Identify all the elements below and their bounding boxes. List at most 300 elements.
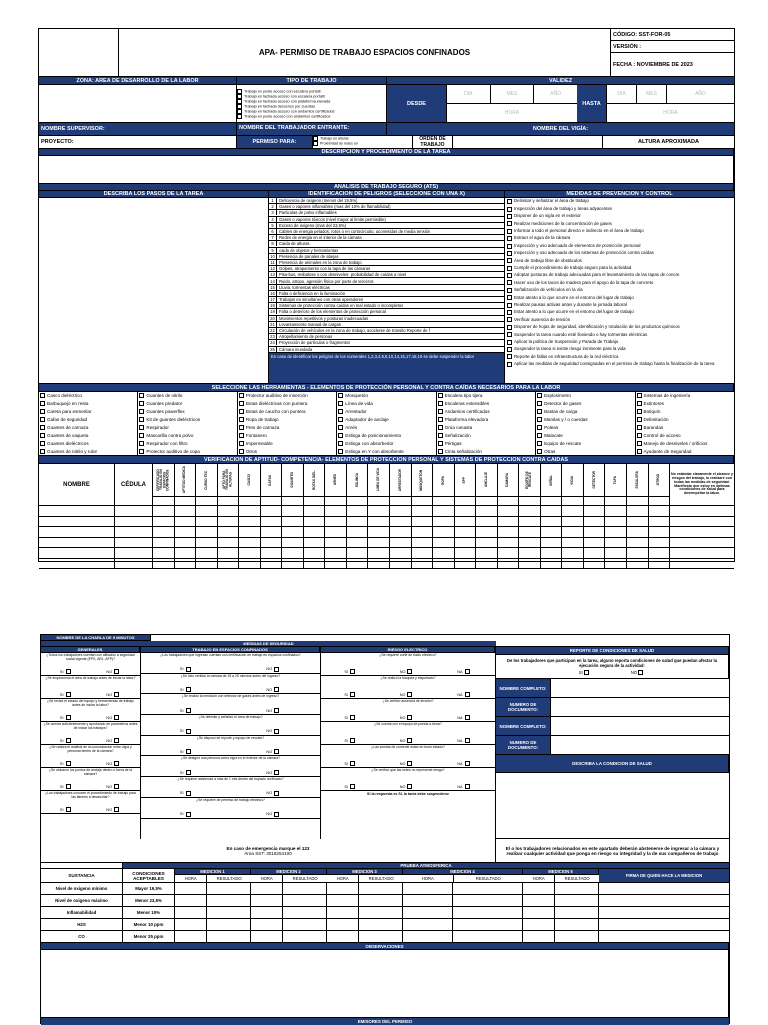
verif-check-cell[interactable]: [649, 559, 671, 570]
resultado-input[interactable]: [453, 931, 523, 943]
verif-check-cell[interactable]: [282, 538, 304, 549]
checkbox[interactable]: [350, 738, 355, 743]
tool-option[interactable]: [438, 439, 535, 447]
si-option[interactable]: SI: [60, 715, 73, 720]
tool-option[interactable]: [239, 439, 336, 447]
verif-check-cell[interactable]: [304, 559, 326, 570]
verif-check-cell[interactable]: [261, 538, 283, 549]
checkbox[interactable]: [40, 425, 45, 430]
verif-check-cell[interactable]: [304, 548, 326, 559]
firma-input[interactable]: [599, 883, 729, 895]
checkbox[interactable]: [507, 288, 512, 293]
measure-row[interactable]: [507, 272, 734, 279]
verif-name-input[interactable]: [39, 538, 115, 549]
tool-option[interactable]: [537, 447, 634, 455]
resultado-input[interactable]: [555, 919, 599, 931]
verif-check-cell[interactable]: [605, 517, 627, 528]
verif-check-cell[interactable]: [498, 527, 520, 538]
checkbox[interactable]: [239, 417, 244, 422]
verif-firma-input[interactable]: [670, 548, 734, 559]
desde-hora[interactable]: HORA: [447, 104, 577, 123]
no-option[interactable]: NO: [106, 669, 121, 674]
tool-option[interactable]: [537, 439, 634, 447]
tipo-option[interactable]: Trabajo en fachada descenso por cuerdas: [237, 104, 315, 109]
verif-check-cell[interactable]: [282, 527, 304, 538]
verif-check-cell[interactable]: [605, 527, 627, 538]
verif-check-cell[interactable]: [239, 538, 261, 549]
tool-option[interactable]: [338, 424, 435, 432]
checkbox[interactable]: [507, 325, 512, 330]
checkbox[interactable]: [338, 409, 343, 414]
hora-input[interactable]: [327, 931, 359, 943]
checkbox[interactable]: [66, 761, 71, 766]
no-option[interactable]: NO: [400, 692, 415, 697]
verif-check-cell[interactable]: [153, 517, 175, 528]
verif-check-cell[interactable]: [498, 517, 520, 528]
hora-input[interactable]: [251, 931, 283, 943]
checkbox[interactable]: [40, 449, 45, 454]
no-option[interactable]: NO: [106, 692, 121, 697]
verif-check-cell[interactable]: [175, 548, 197, 559]
checkbox[interactable]: [507, 244, 512, 249]
verif-check-cell[interactable]: [433, 506, 455, 517]
checkbox[interactable]: [537, 441, 542, 446]
checkbox[interactable]: [114, 669, 119, 674]
checkbox[interactable]: [537, 417, 542, 422]
hora-input[interactable]: [175, 895, 207, 907]
si-option[interactable]: SI: [579, 670, 591, 675]
resultado-input[interactable]: [555, 931, 599, 943]
checkbox[interactable]: [438, 449, 443, 454]
verif-check-cell[interactable]: [261, 517, 283, 528]
hora-input[interactable]: [251, 907, 283, 919]
verif-check-cell[interactable]: [347, 506, 369, 517]
verif-check-cell[interactable]: [584, 538, 606, 549]
checkbox[interactable]: [507, 354, 512, 359]
checkbox[interactable]: [186, 812, 191, 817]
hasta-ano[interactable]: AÑO: [667, 85, 734, 104]
measure-row[interactable]: [507, 361, 734, 368]
verif-check-cell[interactable]: [541, 517, 563, 528]
checkbox[interactable]: [139, 417, 144, 422]
hora-input[interactable]: [523, 907, 555, 919]
verif-check-cell[interactable]: [196, 538, 218, 549]
tool-option[interactable]: [537, 400, 634, 408]
tool-option[interactable]: [239, 408, 336, 416]
resultado-input[interactable]: [453, 895, 523, 907]
checkbox[interactable]: [40, 441, 45, 446]
tool-option[interactable]: [438, 392, 535, 400]
hora-input[interactable]: [523, 883, 555, 895]
checkbox[interactable]: [438, 425, 443, 430]
checkbox[interactable]: [407, 692, 412, 697]
verif-check-cell[interactable]: [412, 506, 434, 517]
verif-check-cell[interactable]: [649, 548, 671, 559]
hora-input[interactable]: [523, 931, 555, 943]
verif-check-cell[interactable]: [325, 559, 347, 570]
verif-check-cell[interactable]: [584, 527, 606, 538]
verif-check-cell[interactable]: [153, 538, 175, 549]
resultado-input[interactable]: [283, 919, 327, 931]
verif-check-cell[interactable]: [304, 506, 326, 517]
firma-input[interactable]: [599, 895, 729, 907]
si-option[interactable]: SI: [344, 784, 357, 789]
checkbox[interactable]: [507, 295, 512, 300]
hora-input[interactable]: [175, 919, 207, 931]
checkbox[interactable]: [350, 761, 355, 766]
desc-input[interactable]: [39, 156, 734, 184]
si-option[interactable]: SI: [180, 770, 193, 775]
tool-option[interactable]: [139, 408, 236, 416]
tool-option[interactable]: [40, 431, 137, 439]
checkbox[interactable]: [507, 273, 512, 278]
checkbox[interactable]: [350, 669, 355, 674]
verif-check-cell[interactable]: [347, 517, 369, 528]
resultado-input[interactable]: [207, 919, 251, 931]
checkbox[interactable]: [186, 729, 191, 734]
measure-row[interactable]: [507, 279, 734, 286]
checkbox[interactable]: [139, 425, 144, 430]
measure-row[interactable]: [507, 205, 734, 212]
verif-check-cell[interactable]: [498, 559, 520, 570]
checkbox[interactable]: [507, 280, 512, 285]
tool-option[interactable]: [239, 424, 336, 432]
no-option[interactable]: NO: [106, 761, 121, 766]
tool-option[interactable]: [40, 400, 137, 408]
verif-firma-input[interactable]: [670, 559, 734, 570]
checkbox[interactable]: [465, 715, 470, 720]
measure-row[interactable]: [507, 235, 734, 242]
verif-check-cell[interactable]: [498, 548, 520, 559]
resultado-input[interactable]: [359, 895, 403, 907]
verif-check-cell[interactable]: [282, 559, 304, 570]
verif-check-cell[interactable]: [476, 548, 498, 559]
verif-cedula-input[interactable]: [115, 559, 153, 570]
verif-check-cell[interactable]: [433, 559, 455, 570]
checkbox[interactable]: [537, 401, 542, 406]
verif-check-cell[interactable]: [325, 527, 347, 538]
verif-check-cell[interactable]: [153, 548, 175, 559]
checkbox[interactable]: [637, 449, 642, 454]
checkbox[interactable]: [40, 433, 45, 438]
verif-check-cell[interactable]: [304, 517, 326, 528]
verif-check-cell[interactable]: [412, 527, 434, 538]
checkbox[interactable]: [274, 812, 279, 817]
checkbox[interactable]: [438, 417, 443, 422]
checkbox[interactable]: [186, 708, 191, 713]
verif-check-cell[interactable]: [175, 527, 197, 538]
verif-cedula-input[interactable]: [115, 548, 153, 559]
hora-input[interactable]: [175, 907, 207, 919]
tool-option[interactable]: [139, 400, 236, 408]
resultado-input[interactable]: [207, 931, 251, 943]
checkbox[interactable]: [638, 670, 643, 675]
tool-option[interactable]: [239, 392, 336, 400]
verif-check-cell[interactable]: [562, 548, 584, 559]
resultado-input[interactable]: [283, 931, 327, 943]
no-option[interactable]: NO: [106, 807, 121, 812]
verif-cedula-input[interactable]: [115, 506, 153, 517]
firma-input[interactable]: [599, 931, 729, 943]
tool-option[interactable]: [438, 424, 535, 432]
resultado-input[interactable]: [555, 883, 599, 895]
verif-check-cell[interactable]: [433, 538, 455, 549]
na-option[interactable]: NA: [457, 738, 471, 743]
checkbox[interactable]: [66, 738, 71, 743]
hora-input[interactable]: [523, 919, 555, 931]
measure-row[interactable]: [507, 353, 734, 360]
checkbox[interactable]: [66, 715, 71, 720]
checkbox[interactable]: [114, 807, 119, 812]
tool-option[interactable]: [139, 416, 236, 424]
no-option[interactable]: NO: [266, 749, 281, 754]
nombre_completo-input[interactable]: [551, 717, 729, 736]
tipo-option[interactable]: Trabajo en fachada acceso con plataforma elevada: [237, 99, 330, 104]
checkbox[interactable]: [438, 409, 443, 414]
measure-row[interactable]: [507, 338, 734, 345]
checkbox[interactable]: [637, 425, 642, 430]
verif-check-cell[interactable]: [239, 548, 261, 559]
checkbox[interactable]: [239, 441, 244, 446]
checkbox[interactable]: [139, 409, 144, 414]
tool-option[interactable]: [338, 447, 435, 455]
si-option[interactable]: SI: [60, 669, 73, 674]
verif-check-cell[interactable]: [390, 517, 412, 528]
verif-check-cell[interactable]: [562, 559, 584, 570]
resultado-input[interactable]: [359, 919, 403, 931]
checkbox[interactable]: [186, 749, 191, 754]
tool-option[interactable]: [537, 392, 634, 400]
tool-option[interactable]: [40, 439, 137, 447]
si-option[interactable]: SI: [180, 729, 193, 734]
checkbox[interactable]: [186, 687, 191, 692]
tool-option[interactable]: [139, 447, 236, 455]
hora-input[interactable]: [403, 895, 453, 907]
checkbox[interactable]: [438, 393, 443, 398]
tool-option[interactable]: [637, 392, 734, 400]
no-option[interactable]: NO: [266, 667, 281, 672]
hora-input[interactable]: [403, 883, 453, 895]
no-option[interactable]: NO: [266, 687, 281, 692]
verif-check-cell[interactable]: [455, 517, 477, 528]
resultado-input[interactable]: [359, 907, 403, 919]
checkbox[interactable]: [507, 251, 512, 256]
tipo-option[interactable]: Trabajo en poste acceso con andamios certificados: [237, 114, 330, 119]
checkbox[interactable]: [507, 266, 512, 271]
checkbox[interactable]: [237, 114, 242, 119]
no-option[interactable]: NO: [631, 670, 645, 675]
orden-input[interactable]: [453, 136, 603, 149]
checkbox[interactable]: [239, 433, 244, 438]
verif-check-cell[interactable]: [649, 506, 671, 517]
verif-check-cell[interactable]: [627, 527, 649, 538]
checkbox[interactable]: [350, 715, 355, 720]
tool-option[interactable]: [40, 392, 137, 400]
na-option[interactable]: NA: [457, 692, 471, 697]
tool-option[interactable]: [40, 408, 137, 416]
measure-row[interactable]: [507, 316, 734, 323]
tool-option[interactable]: [139, 424, 236, 432]
tool-option[interactable]: [537, 408, 634, 416]
verif-check-cell[interactable]: [476, 538, 498, 549]
checkbox[interactable]: [637, 417, 642, 422]
checkbox[interactable]: [40, 401, 45, 406]
checkbox[interactable]: [507, 310, 512, 315]
verif-check-cell[interactable]: [455, 559, 477, 570]
permiso-option[interactable]: Proximidad de redes en: [313, 141, 358, 146]
verif-check-cell[interactable]: [153, 559, 175, 570]
tool-option[interactable]: [338, 416, 435, 424]
tipo-option[interactable]: Trabajo en fachada acceso con andamios certificados: [237, 109, 335, 114]
checkbox[interactable]: [338, 401, 343, 406]
resultado-input[interactable]: [555, 907, 599, 919]
measure-row[interactable]: [507, 324, 734, 331]
verif-check-cell[interactable]: [476, 517, 498, 528]
no-option[interactable]: NO: [266, 812, 281, 817]
tool-option[interactable]: [637, 431, 734, 439]
tool-option[interactable]: [338, 400, 435, 408]
verif-check-cell[interactable]: [412, 517, 434, 528]
si-option[interactable]: SI: [60, 692, 73, 697]
checkbox[interactable]: [66, 807, 71, 812]
si-option[interactable]: SI: [344, 715, 357, 720]
verif-check-cell[interactable]: [627, 538, 649, 549]
verif-check-cell[interactable]: [390, 559, 412, 570]
checkbox[interactable]: [139, 449, 144, 454]
no-option[interactable]: NO: [400, 669, 415, 674]
checkbox[interactable]: [637, 393, 642, 398]
tool-option[interactable]: [438, 447, 535, 455]
verif-check-cell[interactable]: [627, 517, 649, 528]
verif-check-cell[interactable]: [433, 527, 455, 538]
si-option[interactable]: SI: [344, 669, 357, 674]
checkbox[interactable]: [507, 303, 512, 308]
verif-check-cell[interactable]: [519, 506, 541, 517]
tool-option[interactable]: [637, 400, 734, 408]
verif-check-cell[interactable]: [218, 548, 240, 559]
checkbox[interactable]: [338, 393, 343, 398]
checkbox[interactable]: [40, 417, 45, 422]
checkbox[interactable]: [114, 784, 119, 789]
firma-input[interactable]: [599, 907, 729, 919]
checkbox[interactable]: [350, 692, 355, 697]
checkbox[interactable]: [274, 667, 279, 672]
checkbox[interactable]: [438, 401, 443, 406]
checkbox[interactable]: [40, 393, 45, 398]
nombre_completo-input[interactable]: [551, 679, 729, 698]
verif-firma-input[interactable]: [670, 527, 734, 538]
checkbox[interactable]: [239, 409, 244, 414]
verif-check-cell[interactable]: [261, 506, 283, 517]
verif-check-cell[interactable]: [605, 538, 627, 549]
hora-input[interactable]: [403, 907, 453, 919]
checkbox[interactable]: [114, 738, 119, 743]
checkbox[interactable]: [139, 393, 144, 398]
verif-firma-input[interactable]: [670, 538, 734, 549]
checkbox[interactable]: [407, 784, 412, 789]
measure-row[interactable]: [507, 265, 734, 272]
verif-check-cell[interactable]: [325, 548, 347, 559]
tool-option[interactable]: [139, 431, 236, 439]
checkbox[interactable]: [313, 141, 318, 146]
tool-option[interactable]: [338, 392, 435, 400]
verif-check-cell[interactable]: [368, 548, 390, 559]
no-option[interactable]: NO: [266, 770, 281, 775]
verif-check-cell[interactable]: [196, 559, 218, 570]
checkbox[interactable]: [537, 449, 542, 454]
checkbox[interactable]: [637, 433, 642, 438]
checkbox[interactable]: [114, 715, 119, 720]
checkbox[interactable]: [465, 761, 470, 766]
tool-option[interactable]: [338, 431, 435, 439]
verif-check-cell[interactable]: [239, 527, 261, 538]
si-option[interactable]: SI: [180, 708, 193, 713]
verif-check-cell[interactable]: [605, 506, 627, 517]
verif-check-cell[interactable]: [347, 548, 369, 559]
si-option[interactable]: SI: [344, 738, 357, 743]
checkbox[interactable]: [507, 221, 512, 226]
checkbox[interactable]: [465, 692, 470, 697]
checkbox[interactable]: [507, 199, 512, 204]
tool-option[interactable]: [239, 416, 336, 424]
checkbox[interactable]: [507, 362, 512, 367]
checkbox[interactable]: [274, 791, 279, 796]
checkbox[interactable]: [507, 236, 512, 241]
tool-option[interactable]: [537, 431, 634, 439]
si-option[interactable]: SI: [60, 784, 73, 789]
verif-name-input[interactable]: [39, 517, 115, 528]
describa-input[interactable]: [496, 773, 729, 839]
checkbox[interactable]: [537, 433, 542, 438]
measure-row[interactable]: [507, 228, 734, 235]
verif-check-cell[interactable]: [627, 548, 649, 559]
checkbox[interactable]: [338, 441, 343, 446]
resultado-input[interactable]: [453, 907, 523, 919]
tool-option[interactable]: [338, 408, 435, 416]
verif-check-cell[interactable]: [412, 559, 434, 570]
measure-row[interactable]: [507, 287, 734, 294]
checkbox[interactable]: [507, 317, 512, 322]
checkbox[interactable]: [407, 761, 412, 766]
verif-check-cell[interactable]: [627, 559, 649, 570]
checkbox[interactable]: [507, 347, 512, 352]
verif-check-cell[interactable]: [239, 517, 261, 528]
verif-check-cell[interactable]: [196, 527, 218, 538]
no-option[interactable]: NO: [106, 738, 121, 743]
na-option[interactable]: NA: [457, 784, 471, 789]
verif-cedula-input[interactable]: [115, 538, 153, 549]
checkbox[interactable]: [338, 449, 343, 454]
verif-check-cell[interactable]: [519, 517, 541, 528]
hasta-dia[interactable]: DIA: [607, 85, 637, 104]
verif-check-cell[interactable]: [196, 548, 218, 559]
verif-firma-input[interactable]: [670, 506, 734, 517]
checkbox[interactable]: [338, 417, 343, 422]
verif-check-cell[interactable]: [347, 538, 369, 549]
hora-input[interactable]: [175, 931, 207, 943]
no-option[interactable]: NO: [400, 784, 415, 789]
verif-check-cell[interactable]: [390, 538, 412, 549]
checkbox[interactable]: [537, 425, 542, 430]
checkbox[interactable]: [338, 425, 343, 430]
verif-check-cell[interactable]: [153, 527, 175, 538]
verif-check-cell[interactable]: [605, 548, 627, 559]
permiso-option[interactable]: Trabajo en alturas: [313, 136, 349, 141]
verif-check-cell[interactable]: [390, 527, 412, 538]
verif-check-cell[interactable]: [325, 517, 347, 528]
verif-name-input[interactable]: [39, 506, 115, 517]
firma-input[interactable]: [599, 919, 729, 931]
